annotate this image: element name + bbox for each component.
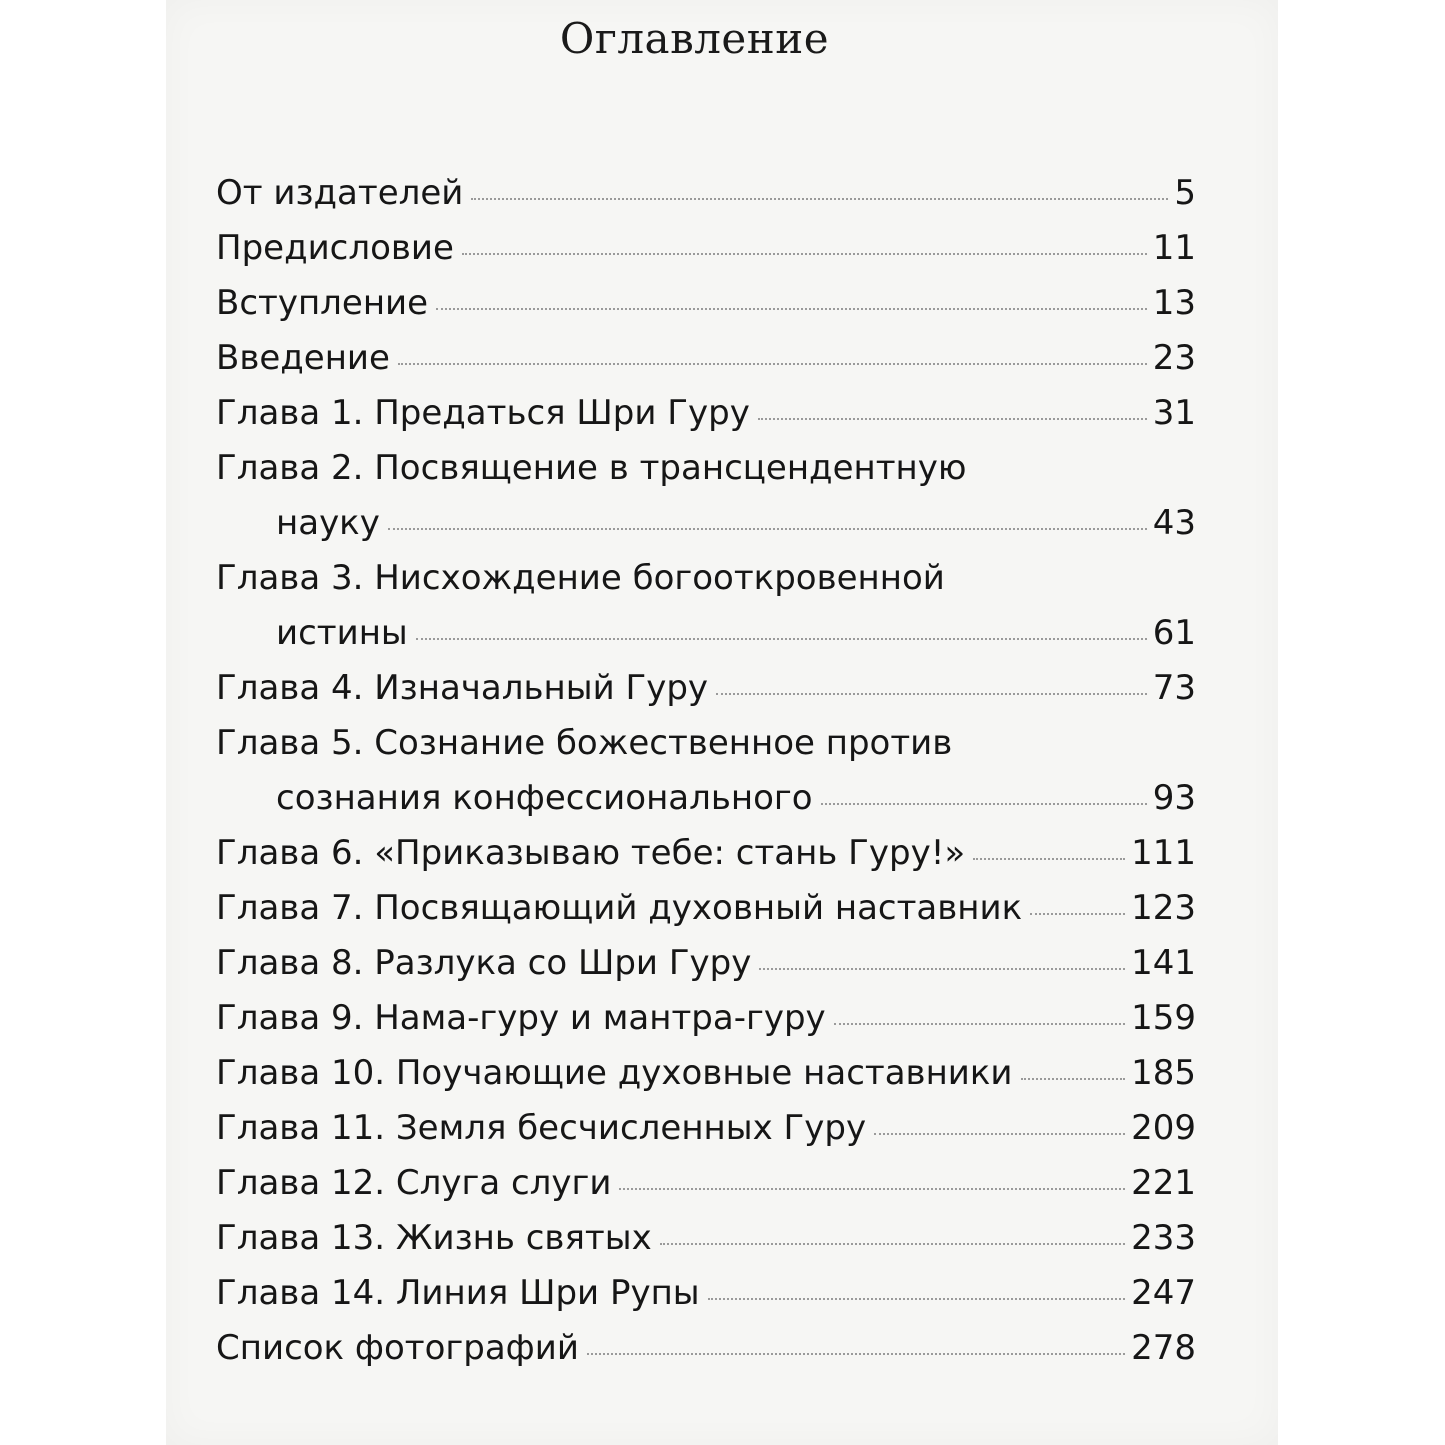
toc-entry-title: Вступление xyxy=(216,283,429,323)
toc-entry xyxy=(216,1101,1196,1156)
toc-entry-continuation xyxy=(216,606,1196,661)
toc-entry-title: Глава 14. Линия Шри Рупы xyxy=(216,1273,700,1313)
toc-entry xyxy=(216,1266,1196,1321)
dot-leader xyxy=(708,1298,1125,1300)
dot-leader xyxy=(471,198,1168,200)
toc-entry xyxy=(216,221,1196,276)
toc-entry-title: Глава 13. Жизнь святых xyxy=(216,1218,652,1258)
toc-entry-page: 73 xyxy=(1152,668,1196,708)
toc-entry-page: 5 xyxy=(1174,173,1196,213)
toc-entry xyxy=(216,166,1196,221)
toc-entry-page: 111 xyxy=(1131,833,1196,873)
toc-entry-continuation xyxy=(216,496,1196,551)
toc-entry-title: Глава 8. Разлука со Шри Гуру xyxy=(216,943,752,983)
toc-entry-page: 123 xyxy=(1131,888,1196,928)
toc-entry-title: Глава 12. Слуга слуги xyxy=(216,1163,612,1203)
dot-leader xyxy=(1021,1078,1126,1080)
toc-entry xyxy=(216,331,1196,386)
toc-entry-title-cont: науку xyxy=(276,503,380,543)
dot-leader xyxy=(398,363,1147,365)
toc-entry-page: 159 xyxy=(1131,998,1196,1038)
toc-entry-title: Глава 9. Нама-гуру и мантра-гуру xyxy=(216,998,826,1038)
toc-entry-title: Глава 3. Нисхождение богооткровенной xyxy=(216,558,945,598)
toc-entry xyxy=(216,991,1196,1046)
toc-entry-title: Глава 11. Земля бесчисленных Гуру xyxy=(216,1108,867,1148)
toc-entry-page: 61 xyxy=(1152,613,1196,653)
table-of-contents xyxy=(216,166,1196,1376)
toc-entry-first-line xyxy=(216,441,1196,496)
toc-entry-title-cont: сознания конфессионального xyxy=(276,778,813,818)
toc-entry-title: Глава 2. Посвящение в трансцендентную xyxy=(216,448,967,488)
toc-entry-page: 247 xyxy=(1131,1273,1196,1313)
toc-entry xyxy=(216,881,1196,936)
toc-entry-title: Глава 5. Сознание божественное против xyxy=(216,723,953,763)
toc-entry xyxy=(216,1211,1196,1266)
toc-entry-first-line xyxy=(216,716,1196,771)
toc-entry-page: 93 xyxy=(1152,778,1196,818)
toc-entry-page: 43 xyxy=(1152,503,1196,543)
dot-leader xyxy=(716,693,1147,695)
toc-entry-continuation xyxy=(216,771,1196,826)
toc-entry-page: 23 xyxy=(1152,338,1196,378)
toc-entry-page: 11 xyxy=(1152,228,1196,268)
page-title: Оглавление xyxy=(559,14,830,63)
dot-leader xyxy=(1030,913,1125,915)
dot-leader xyxy=(436,308,1147,310)
toc-entry-page: 13 xyxy=(1152,283,1196,323)
toc-entry-title: От издателей xyxy=(216,173,464,213)
dot-leader xyxy=(660,1243,1125,1245)
dot-leader xyxy=(973,858,1125,860)
toc-entry-page: 221 xyxy=(1131,1163,1196,1203)
toc-entry-page: 209 xyxy=(1131,1108,1196,1148)
dot-leader xyxy=(619,1188,1125,1190)
toc-entry xyxy=(216,1046,1196,1101)
toc-entry xyxy=(216,1156,1196,1211)
toc-entry-title: Глава 4. Изначальный Гуру xyxy=(216,668,709,708)
toc-entry-page: 31 xyxy=(1152,393,1196,433)
dot-leader xyxy=(388,528,1147,530)
toc-entry-page: 141 xyxy=(1131,943,1196,983)
toc-entry xyxy=(216,661,1196,716)
toc-entry xyxy=(216,1321,1196,1376)
toc-entry-title: Глава 1. Предаться Шри Гуру xyxy=(216,393,750,433)
dot-leader xyxy=(462,253,1147,255)
toc-entry-title: Предисловие xyxy=(216,228,454,268)
dot-leader xyxy=(874,1133,1125,1135)
dot-leader xyxy=(821,803,1147,805)
dot-leader xyxy=(587,1353,1125,1355)
dot-leader xyxy=(834,1023,1125,1025)
toc-entry-first-line xyxy=(216,551,1196,606)
dot-leader xyxy=(416,638,1147,640)
toc-entry xyxy=(216,936,1196,991)
toc-entry-title: Глава 7. Посвящающий духовный наставник xyxy=(216,888,1023,928)
toc-entry-title-cont: истины xyxy=(276,613,408,653)
toc-entry xyxy=(216,386,1196,441)
toc-entry-title: Глава 10. Поучающие духовные наставники xyxy=(216,1053,1013,1093)
toc-entry xyxy=(216,826,1196,881)
toc-entry-title: Глава 6. «Приказываю тебе: стань Гуру!» xyxy=(216,833,966,873)
toc-entry-title: Список фотографий xyxy=(216,1328,579,1368)
toc-entry-title: Введение xyxy=(216,338,390,378)
dot-leader xyxy=(758,418,1147,420)
toc-entry-page: 278 xyxy=(1131,1328,1196,1368)
dot-leader xyxy=(759,968,1125,970)
toc-entry-page: 185 xyxy=(1131,1053,1196,1093)
toc-entry-page: 233 xyxy=(1131,1218,1196,1258)
toc-entry xyxy=(216,276,1196,331)
